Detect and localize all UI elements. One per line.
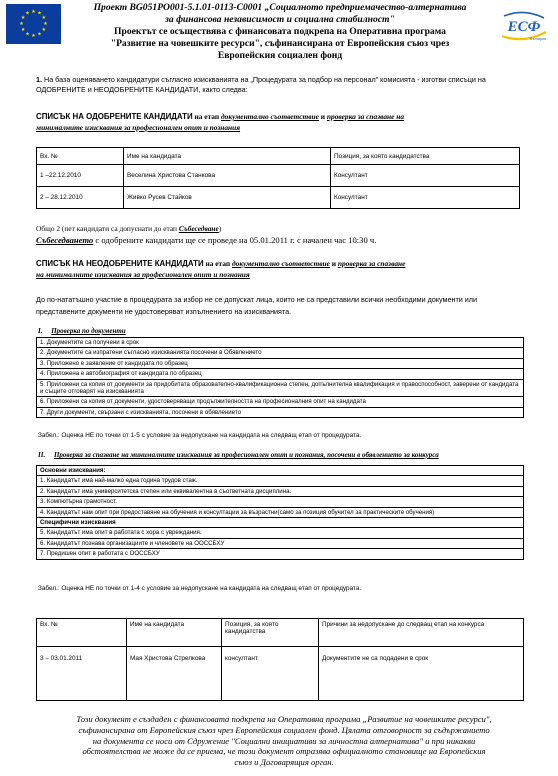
approved-title-main: СПИСЪК НА ОДОБРЕНИТЕ КАНДИДАТИ — [36, 112, 193, 121]
approved-title-check: проверка за спазване на — [326, 112, 405, 121]
rejected-row-1-reason: Документите не са подадени в срок — [319, 647, 524, 701]
svg-text:★: ★ — [37, 10, 42, 17]
list-item — [37, 549, 524, 559]
eu-flag-graphic — [6, 4, 61, 44]
approved-table — [36, 147, 520, 209]
esf-logo-subtext: България — [530, 37, 546, 41]
specific-item-6: 6. Кандидатът познава организациите и членовете на ООССБХУ — [37, 538, 524, 548]
approved-title — [36, 111, 526, 133]
header-line-4: "Развитие на човешките ресурси", съфинансирана от Европейския съюз чрез — [110, 38, 450, 49]
header-line-5: Европейския социален фонд — [217, 50, 343, 61]
rejected-row-1-name: Мая Христова Стрелкова — [127, 647, 222, 701]
rejected-note: До по-нататъшно участие в процедурата за избор не се допускат лица, които не са представили всички необходими документи или представените документи не удостоверяват изпълнението на изискванията. — [36, 295, 477, 316]
intro-paragraph — [36, 75, 506, 95]
basic-item-4: 4. Кандидатът нам опит при предоставяне на обучения и консултации за възрастни(само за позиция обучител за практическите обучения) — [37, 507, 524, 517]
funding-disclaimer: Този документ е създаден с финансовата подкрепа на Оперативна програма „Развитие на човешките ресурси", съфинансирана от Европейския съюз чрез Европейския социален фонд. Цялата отговорност за съдържанието на документа се носи от Сдружение "Социални инициативи за личностна алтернатива" и при никакви обстоятелства не може да се приема, че този документ отразява официалното становище на Европейския съюз и Договарящия орган. — [76, 714, 492, 768]
section-1-footnote: Забел.: Оценка НЕ по точки от 1-5 с условие за недопускане на кандидата на следващ етап от процедурата. — [38, 432, 362, 439]
intro-number: 1. — [36, 75, 42, 84]
list-item — [37, 348, 524, 358]
rejected-header-number: Вх. № — [37, 619, 127, 647]
section-2-table — [36, 465, 524, 560]
approved-row-1-position: Консултант — [331, 165, 520, 187]
basic-item-2: 2. Кандидатът има университетска степен или еквивалентна в съответната дисциплина. — [37, 486, 524, 496]
approved-header-number: Вх. № — [37, 148, 124, 165]
basic-item-3: 3. Компютърна грамотност. — [37, 497, 524, 507]
approved-title-doc: документално съответствие — [221, 112, 319, 121]
section-2-heading — [38, 450, 528, 460]
list-item — [37, 538, 524, 548]
section-1-item-6: 6. Приложени са копия от документи, удостоверяващи продължителността на професионалния опит на кандидата — [37, 397, 524, 407]
svg-text:★: ★ — [25, 10, 30, 17]
list-item — [37, 518, 524, 528]
svg-text:★: ★ — [20, 15, 26, 21]
header-line-1: Проект BG051PO001-5.1.01-0113-C0001 „Социалното предприемачество-алтернатива — [93, 2, 467, 13]
svg-text:★: ★ — [31, 33, 36, 39]
list-item — [37, 407, 524, 417]
section-1-title: Проверка по документи — [51, 327, 126, 335]
list-item — [37, 379, 524, 397]
list-item — [37, 338, 524, 348]
list-item — [37, 486, 524, 496]
list-item — [37, 507, 524, 517]
svg-text:★: ★ — [25, 31, 30, 38]
esf-logo — [498, 6, 550, 44]
eu-flag-icon — [6, 4, 61, 44]
rejected-title-check: проверка за спазване — [337, 259, 406, 268]
section-1-item-1: 1. Документите са получени в срок — [37, 338, 524, 348]
rejected-title-doc: документално съответствие — [231, 259, 330, 268]
interview-details: с одобрените кандидати ще се проведе на 05.01.2011 г. с начален час 10:30 ч. — [93, 235, 377, 245]
rejected-table — [36, 618, 524, 701]
basic-requirements-heading: Основни изисквания: — [37, 466, 524, 476]
list-item — [37, 466, 524, 476]
svg-text:★: ★ — [43, 21, 48, 27]
table-row — [37, 647, 524, 701]
rejected-header-position: Позиция, за която кандидатства — [222, 619, 319, 647]
section-2-footnote: Забел.: Оценка НЕ по точки от 1-4 с условие за недопускане на кандидата на следващ етап от процедурата. — [38, 585, 362, 592]
rejected-title-min: на минималните изисквания за професионален опит и познания — [36, 270, 250, 279]
interview-word: Събеседването — [36, 235, 94, 245]
section-1-item-2: 2. Документите са изпратени съгласно изискванията посочени в Обявлението — [37, 348, 524, 358]
basic-item-1: 1. Кандидатът има най-малко една година трудов стаж. — [37, 476, 524, 486]
list-item — [37, 528, 524, 538]
specific-requirements-heading: Специфични изисквания — [37, 518, 524, 528]
interview-note — [36, 235, 526, 246]
section-1-item-4: 4. Приложена е автобиография от кандидата по образец — [37, 369, 524, 379]
approved-row-2-name: Живко Русев Стайков — [124, 187, 331, 209]
section-1-heading — [38, 326, 126, 336]
approved-row-1-number: 1 –22.12.2010 — [37, 165, 124, 187]
table-row — [37, 165, 520, 187]
rejected-title — [36, 258, 526, 280]
section-2-title: Проверка за спазване на минималните изисквания за професионален опит и познания, посочени в обявлението за конкурса — [53, 451, 439, 459]
approved-row-1-name: Веселина Христова Станкова — [124, 165, 331, 187]
list-item — [37, 369, 524, 379]
approved-total — [36, 224, 516, 234]
table-row — [37, 187, 520, 209]
rejected-title-and: и — [329, 259, 338, 268]
section-1-item-5: 5. Приложени са копия от документи за придобитата образователно-квалификационна степен, допълнителна квалификация и правоспособност, заверени от кандидата и същите отговарят на изискванията — [37, 379, 524, 397]
approved-header-position: Позиция, за която кандидатства — [331, 148, 520, 165]
specific-item-5: 5. Кандидатът има опит в работата с хора с увреждания. — [37, 528, 524, 538]
rejected-header-reason: Причини за недопускане до следващ етап на конкурса — [319, 619, 524, 647]
approved-row-2-number: 2 – 28.12.2010 — [37, 187, 124, 209]
rejected-title-main: СПИСЪК НА НЕОДОБРЕНИТЕ КАНДИДАТИ — [36, 259, 204, 268]
rejected-row-1-position: консултант — [222, 647, 319, 701]
esf-logo-text: ЕСФ — [507, 19, 541, 35]
svg-text:★: ★ — [31, 9, 36, 15]
list-item — [37, 358, 524, 368]
approved-total-stage: Събеседване — [178, 224, 219, 233]
esf-logo-graphic — [498, 6, 550, 44]
svg-text:★: ★ — [20, 27, 26, 33]
section-1-table — [36, 337, 524, 418]
list-item — [37, 497, 524, 507]
approved-row-2-position: Консултант — [331, 187, 520, 209]
approved-header-name: Име на кандидата — [124, 148, 331, 165]
rejected-table-header — [37, 619, 524, 647]
section-2-number: II. — [38, 451, 46, 459]
approved-table-header — [37, 148, 520, 165]
section-1-item-3: 3. Приложено е заявление от кандидата по образец — [37, 358, 524, 368]
section-1-number: I. — [38, 327, 43, 335]
list-item — [37, 397, 524, 407]
section-1-item-7: 7. Други документи, свързани с изискванията, посочени в обявлението — [37, 407, 524, 417]
header-line-3: Проектът се осъществява с финансовата подкрепа на Оперативна програма — [114, 26, 446, 37]
approved-title-stage: на етап — [192, 112, 222, 121]
approved-title-and: и — [318, 112, 327, 121]
svg-text:★: ★ — [41, 15, 47, 21]
rejected-row-1-number: 3 – 03.01.2011 — [37, 647, 127, 701]
header-line-2: за финансова независимост и социална стабилност" — [165, 14, 395, 25]
rejected-header-name: Име на кандидата — [127, 619, 222, 647]
approved-total-text: Общо 2 (пет кандидати са допуснати до етап — [36, 224, 179, 233]
specific-item-7: 7. Предишен опит в работата с ООССБХУ — [37, 549, 524, 559]
approved-total-end: ) — [218, 224, 222, 233]
svg-text:★: ★ — [19, 21, 24, 27]
list-item — [37, 476, 524, 486]
intro-text: На база оценяването кандидатури съгласно изискванията на „Процедурата за подбор на персонал" комисията - изготви списъци на ОДОБРЕНИТЕ и НЕОДОБРЕНИТЕ КАНДИДАТИ, както следва: — [36, 75, 486, 94]
svg-text:★: ★ — [41, 27, 47, 33]
rejected-title-stage: на етап — [203, 259, 232, 268]
approved-title-min: минималните изисквания за професионален опит и познания — [36, 123, 241, 132]
document-header — [64, 2, 496, 62]
svg-text:★: ★ — [37, 31, 42, 38]
